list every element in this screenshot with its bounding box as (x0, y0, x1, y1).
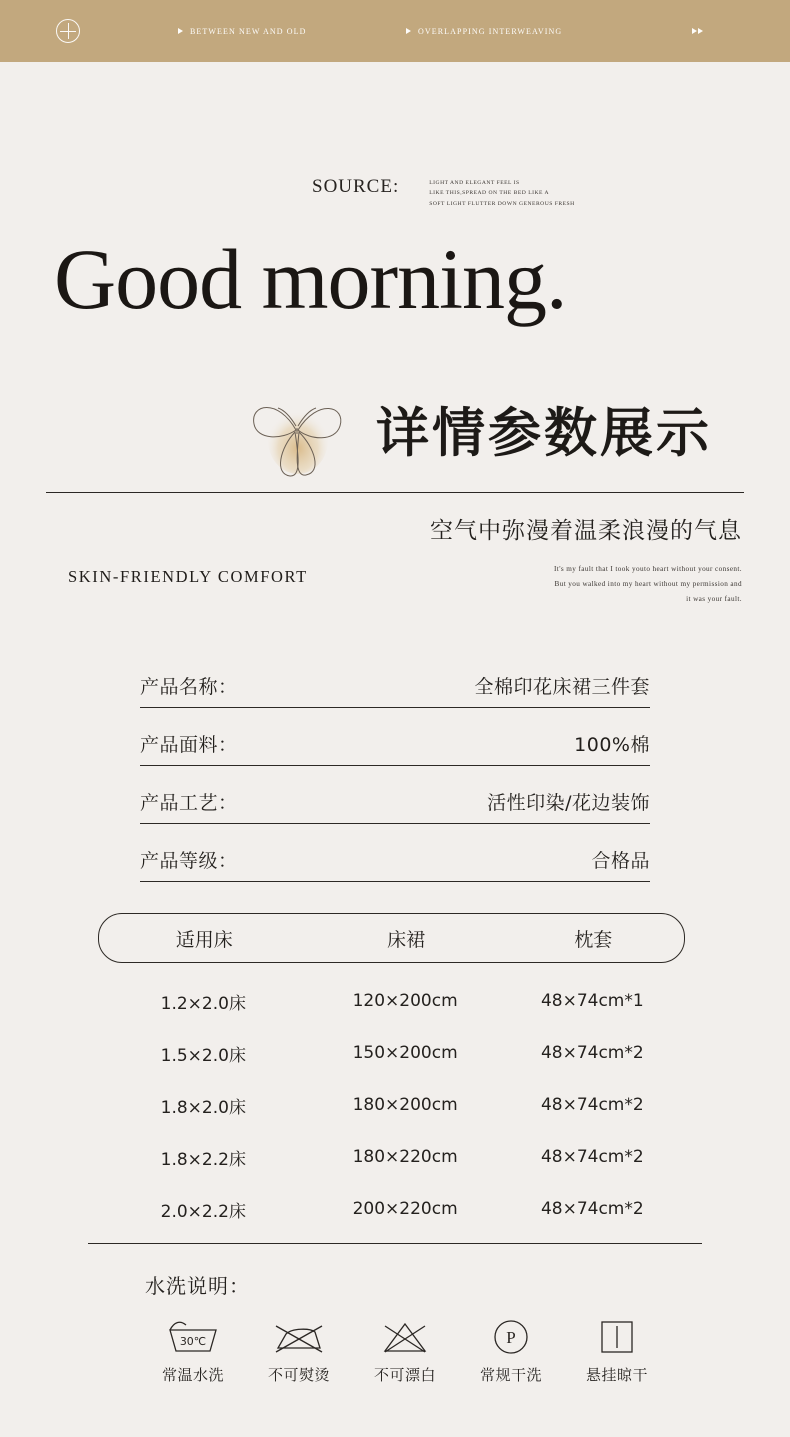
cell-skirt-size: 150×200cm (352, 1043, 458, 1063)
source-line-2: LIKE THIS,SPREAD ON THE BED LIKE A (429, 190, 550, 197)
cell-bed-size: 1.5×2.0床 (160, 1045, 246, 1066)
table-row (98, 1027, 683, 1079)
spec-value: 活性印染/花边装饰 (487, 792, 650, 814)
banner-item-1 (178, 27, 307, 36)
subtitle-cn: 空气中弥漫着温柔浪漫的气息 (430, 518, 742, 544)
wash-care-item (569, 1316, 665, 1385)
play-triangle-icon (178, 28, 183, 34)
play-triangle-icon (406, 28, 411, 34)
spec-row (140, 846, 650, 882)
cell-skirt-size: 200×220cm (352, 1199, 458, 1219)
spec-row (140, 730, 650, 766)
section-title-cn: 详情参数展示 (376, 403, 712, 464)
table-row (98, 1131, 683, 1183)
top-banner (0, 0, 790, 62)
wash-care-icons (145, 1316, 665, 1385)
cell-skirt-size: 120×200cm (352, 991, 458, 1011)
cell-pillowcase: 48×74cm*2 (540, 1147, 644, 1167)
source-label: SOURCE: (312, 176, 400, 197)
cell-bed-size: 1.8×2.0床 (160, 1097, 246, 1118)
banner-item-2-label: OVERLAPPING INTERWEAVING (418, 26, 563, 36)
source-line-1: LIGHT AND ELEGANT FEEL IS (429, 180, 520, 186)
wash-care-item (145, 1316, 241, 1385)
source-line-3: SOFT LIGHT FLUTTER DOWN GENEROUS FRESH (429, 200, 575, 207)
cell-bed-size: 1.2×2.0床 (160, 993, 246, 1014)
size-header-col-3: 枕套 (574, 928, 613, 951)
svg-text:P: P (506, 1328, 516, 1347)
butterfly-icon (236, 378, 358, 480)
spec-key: 产品等级： (140, 850, 238, 872)
cell-pillowcase: 48×74cm*2 (540, 1043, 644, 1063)
wash-care-item (251, 1316, 347, 1385)
table-row (98, 975, 683, 1027)
film-reel-icon (56, 19, 80, 43)
spec-row (140, 788, 650, 824)
no-iron-icon (251, 1316, 347, 1358)
cell-skirt-size: 180×200cm (352, 1095, 458, 1115)
wash-care-label: 不可漂白 (373, 1366, 436, 1384)
banner-item-3 (692, 28, 704, 34)
wash-care-label: 常规干洗 (479, 1366, 542, 1384)
spec-row (140, 672, 650, 708)
wash-tub-30c-icon (145, 1316, 241, 1358)
spec-value: 100%棉 (574, 734, 650, 756)
size-header-col-1: 适用床 (175, 928, 233, 951)
spec-key: 产品名称： (140, 676, 238, 698)
skin-friendly-label: SKIN-FRIENDLY COMFORT (68, 567, 308, 586)
spec-value: 全棉印花床裙三件套 (474, 676, 650, 698)
wash-care-label: 不可熨烫 (267, 1366, 330, 1384)
size-table-body (98, 975, 683, 1235)
spec-list (140, 672, 650, 904)
cell-skirt-size: 180×220cm (352, 1147, 458, 1167)
spec-key: 产品工艺： (140, 792, 238, 814)
wash-care-label: 悬挂晾干 (585, 1366, 648, 1384)
table-row (98, 1183, 683, 1235)
dryclean-p-icon (463, 1316, 559, 1358)
cell-pillowcase: 48×74cm*2 (540, 1199, 644, 1219)
banner-item-2 (406, 27, 562, 36)
spec-value: 合格品 (591, 850, 650, 872)
table-row (98, 1079, 683, 1131)
play-triangle-icon (692, 28, 697, 34)
wash-care-title: 水洗说明： (145, 1274, 250, 1298)
cell-bed-size: 2.0×2.2床 (160, 1201, 246, 1222)
size-table-header (98, 913, 685, 963)
svg-text:30℃: 30℃ (179, 1335, 207, 1348)
play-triangle-icon (698, 28, 703, 34)
no-bleach-icon (357, 1316, 453, 1358)
line-dry-icon (569, 1316, 665, 1358)
page-title: Good morning. (54, 231, 567, 327)
spec-key: 产品面料： (140, 734, 238, 756)
cell-pillowcase: 48×74cm*2 (540, 1095, 644, 1115)
divider (46, 492, 744, 493)
source-block (0, 176, 790, 209)
section-title-row (236, 378, 712, 480)
cell-pillowcase: 48×74cm*1 (540, 991, 644, 1011)
cell-bed-size: 1.8×2.2床 (160, 1149, 246, 1170)
banner-item-1-label: BETWEEN NEW AND OLD (190, 26, 307, 36)
size-header-col-2: 床裙 (387, 928, 426, 951)
source-lines (429, 178, 574, 209)
divider (88, 1243, 702, 1244)
quote-text: It's my fault that I took youto heart without your consent. But you walked into my heart without my permission and it was your fault. (554, 565, 742, 603)
wash-care-label: 常温水洗 (161, 1366, 224, 1384)
wash-care-item (357, 1316, 453, 1385)
wash-care-item (463, 1316, 559, 1385)
